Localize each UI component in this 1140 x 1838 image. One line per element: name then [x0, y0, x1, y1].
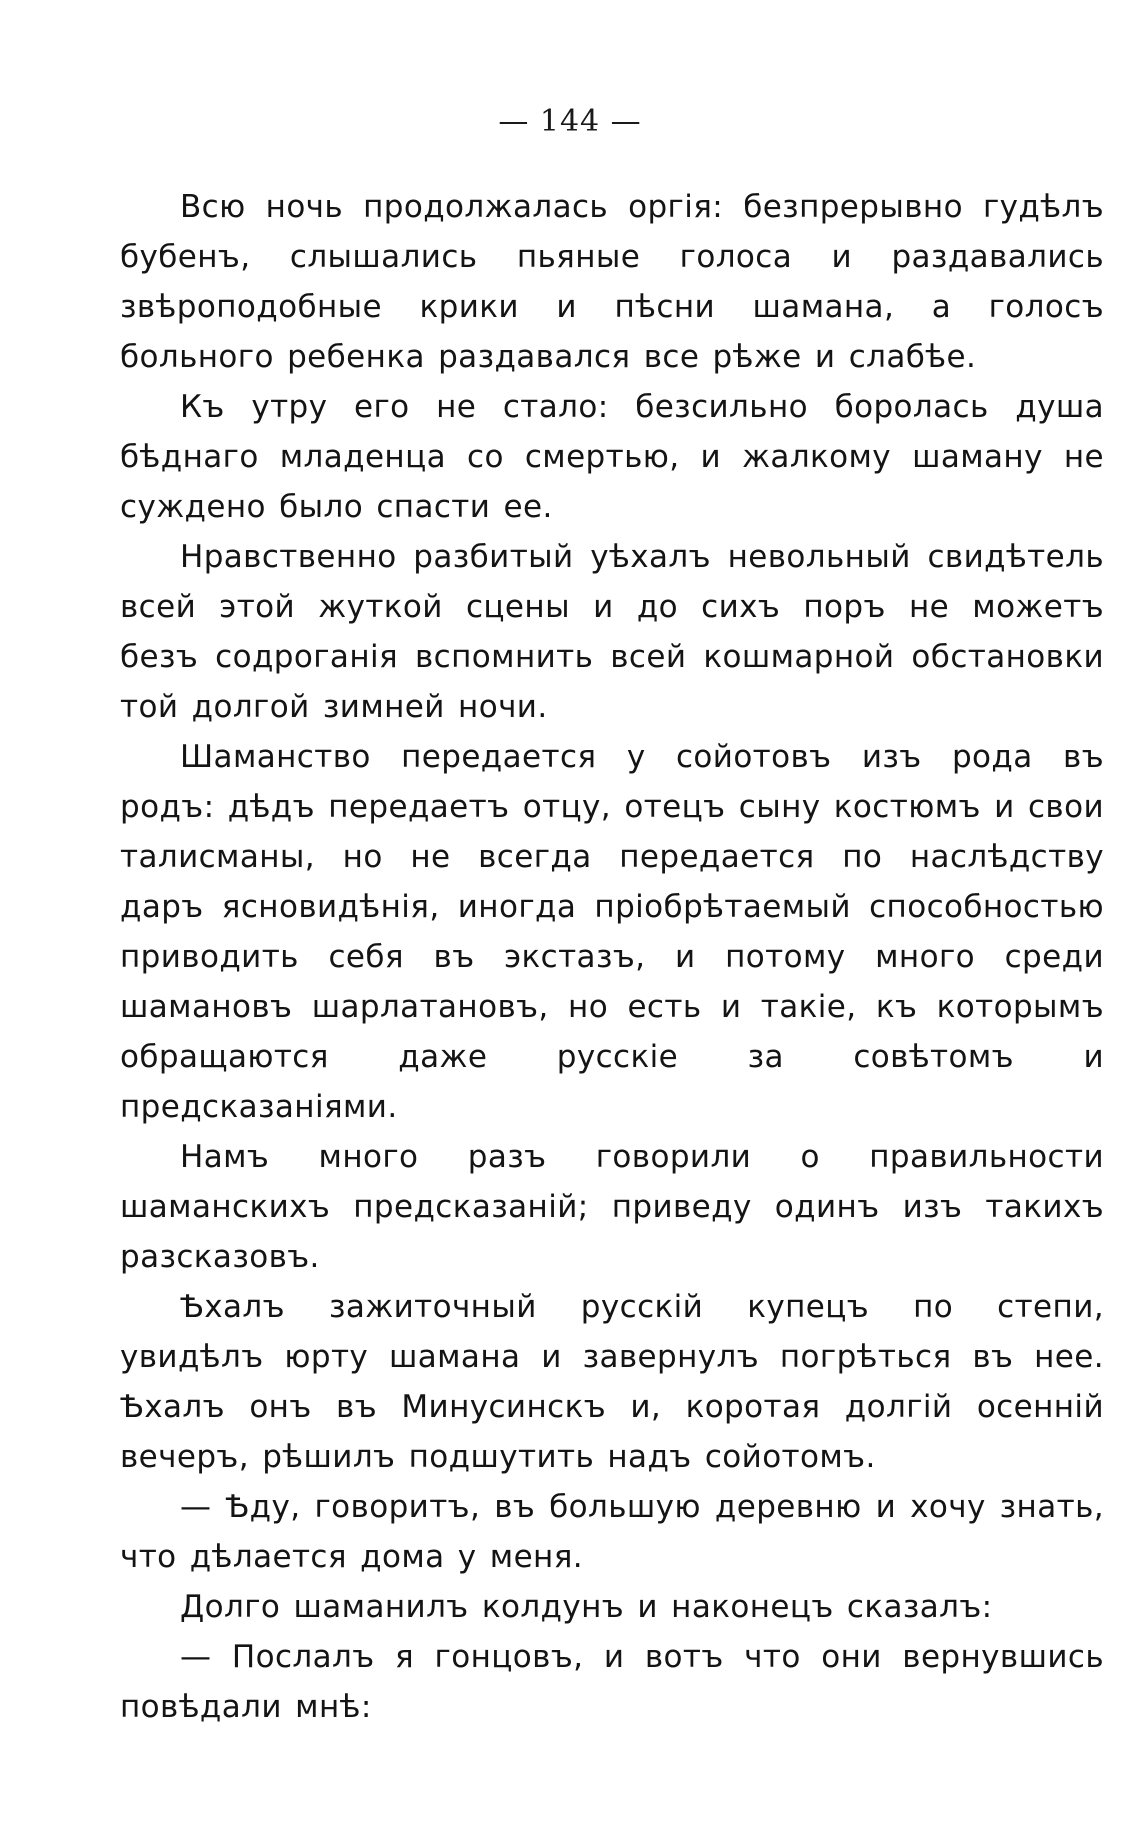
- paragraph-orgy: Всю ночь продолжалась оргія: безпрерывно гудѣлъ бубенъ, слышались пьяные голоса и раздавались звѣроподобные крики и пѣсни шамана, а голосъ больного ребенка раздавался все рѣже и слабѣе.: [120, 189, 1104, 375]
- paragraph-shaman-answer-intro: Долго шаманилъ колдунъ и наконецъ сказалъ:: [180, 1589, 993, 1625]
- page-text: [120, 182, 1104, 1732]
- paragraph-predictions: Намъ много разъ говорили о правильности шаманскихъ предсказаній; приведу одинъ изъ такихъ разсказовъ.: [120, 1139, 1104, 1275]
- paragraph-child-death: Къ утру его не стало: безсильно боролась душа бѣднаго младенца со смертью, и жалкому шаману не суждено было спасти ее.: [120, 389, 1104, 525]
- page-number: — 144 —: [498, 104, 642, 139]
- paragraph-merchant: Ѣхалъ зажиточный русскій купецъ по степи, увидѣлъ юрту шамана и завернулъ погрѣться въ нее. Ѣхалъ онъ въ Минусинскъ и, коротая долгій осенній вечеръ, рѣшилъ подшутить надъ сойотомъ.: [120, 1289, 1104, 1475]
- paragraph-merchant-speech: — Ѣду, говоритъ, въ большую деревню и хочу знать, что дѣлается дома у меня.: [120, 1489, 1104, 1575]
- paragraph-witness: Нравственно разбитый уѣхалъ невольный свидѣтель всей этой жуткой сцены и до сихъ поръ не можетъ безъ содроганія вспомнить всей кошмарной обстановки той долгой зимней ночи.: [120, 539, 1104, 725]
- paragraph-shaman-speech: — Послалъ я гонцовъ, и вотъ что они вернувшись повѣдали мнѣ:: [120, 1639, 1104, 1725]
- paragraph-shamanism-inheritance: Шаманство передается у сойотовъ изъ рода въ родъ: дѣдъ передаетъ отцу, отецъ сыну костюмъ и свои талисманы, но не всегда передается по наслѣдству даръ ясновидѣнія, иногда пріобрѣтаемый способностью приводить себя въ экстазъ, и потому много среди шамановъ шарлатановъ, но есть и такіе, къ которымъ обращаются даже русскіе за совѣтомъ и предсказаніями.: [120, 739, 1104, 1125]
